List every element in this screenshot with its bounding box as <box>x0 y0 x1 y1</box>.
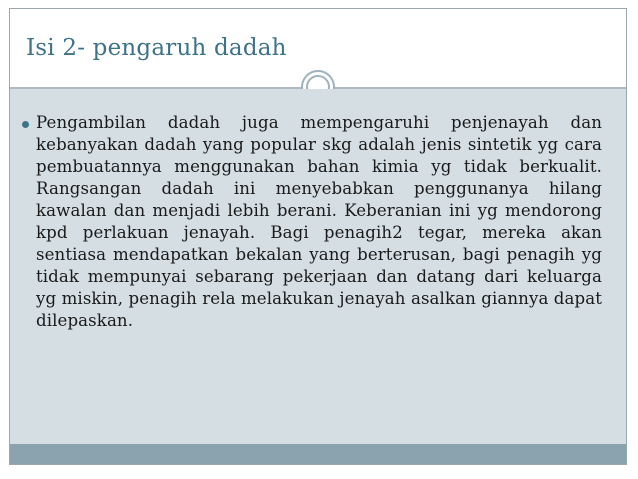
footer-band <box>10 444 626 464</box>
bullet-item <box>36 112 602 332</box>
slide-title: Isi 2- pengaruh dadah <box>26 35 287 61</box>
bullet-dot-icon <box>22 121 29 128</box>
bullet-text: Pengambilan dadah juga mempengaruhi penjenayah dan kebanyakan dadah yang popular skg adalah jenis sintetik yg cara pembuatannya menggunakan bahan kimia yg tidak berkualit. Rangsangan dadah ini menyebabkan penggunanya hilang kawalan dan menjadi lebih berani. Keberanian ini yg mendorong kpd perlakuan jenayah. Bagi penagih2 tegar, mereka akan sentiasa mendapatkan bekalan yang berterusan, bagi penagih yg tidak mempunyai sebarang pekerjaan dan datang dari keluarga yg miskin, penagih rela melakukan jenayah asalkan giannya dapat dilepaskan. <box>36 113 603 330</box>
